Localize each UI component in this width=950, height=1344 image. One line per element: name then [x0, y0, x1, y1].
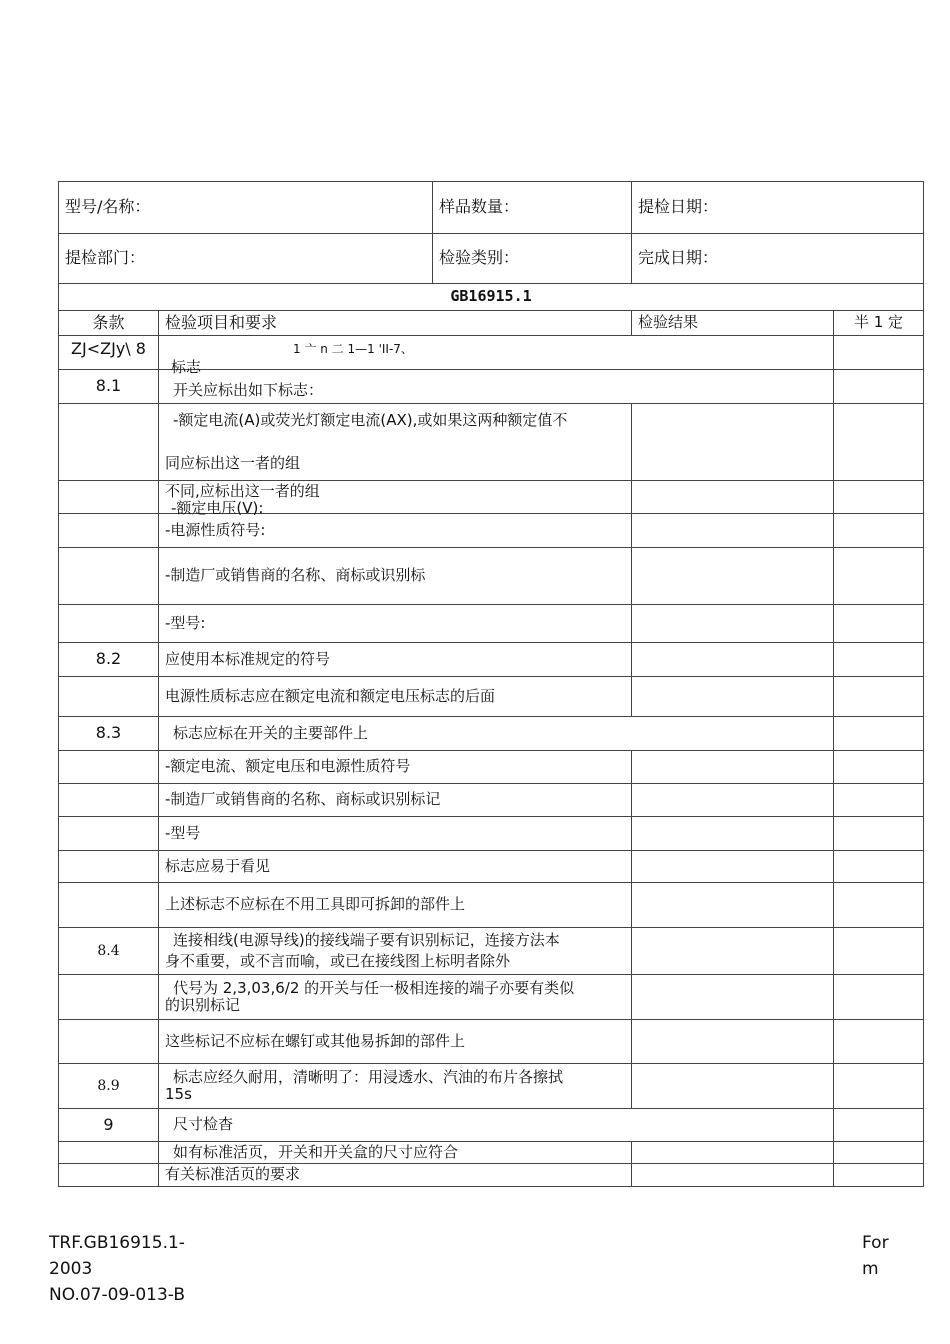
result-cell[interactable] — [632, 1164, 834, 1187]
item-cell: 电源性质标志应在额定电流和额定电压标志的后面 — [159, 677, 632, 717]
form-number — [49, 1230, 185, 1308]
result-cell[interactable] — [632, 928, 834, 975]
result-cell[interactable] — [632, 548, 834, 605]
verdict-cell[interactable] — [834, 677, 924, 717]
item-cell: 连接相线(电源导线)的接线端子要有识别标记，连接方法本 身不重要，或不言而喻，或已在接线图上标明者除外 — [159, 928, 632, 975]
result-cell[interactable] — [632, 784, 834, 817]
item-cell: 应使用本标准规定的符号 — [159, 643, 632, 677]
verdict-cell[interactable] — [834, 605, 924, 643]
result-cell[interactable] — [632, 1064, 834, 1109]
verdict-cell[interactable] — [834, 404, 924, 481]
col-header-item: 检验项目和要求 — [159, 311, 632, 336]
item-cell: 标志应经久耐用，清晰明了：用浸透水、汽油的布片各擦拭 15s — [159, 1064, 632, 1109]
clause-cell: 8.9 — [59, 1064, 159, 1109]
result-cell[interactable] — [632, 643, 834, 677]
clause-cell: ZJ<ZJy\ 8 — [59, 336, 159, 370]
submit-date-label: 提检日期： — [638, 197, 719, 217]
item-cell: 有关标准活页的要求 — [159, 1164, 632, 1187]
item-cell: 不同,应标出这一者的组 -额定电压(V): — [159, 481, 632, 514]
item-cell: 这些标记不应标在螺钉或其他易拆卸的部件上 — [159, 1020, 632, 1064]
clause-cell — [59, 481, 159, 514]
clause-cell — [59, 548, 159, 605]
sample-quantity-field[interactable] — [433, 182, 632, 234]
clause-cell — [59, 404, 159, 481]
clause-cell — [59, 784, 159, 817]
verdict-cell[interactable] — [834, 514, 924, 548]
clause-cell: 8.1 — [59, 370, 159, 404]
col-header-verdict: 半 1 定 — [834, 311, 924, 336]
verdict-cell[interactable] — [834, 336, 924, 370]
inspection-type-field[interactable] — [433, 234, 632, 284]
item-cell: -制造厂或销售商的名称、商标或识别标 — [159, 548, 632, 605]
clause-cell — [59, 851, 159, 883]
form-label — [862, 1230, 902, 1282]
result-cell[interactable] — [632, 677, 834, 717]
item-cell: 尺寸检杳 — [159, 1109, 834, 1142]
result-cell[interactable] — [632, 1020, 834, 1064]
form-label-line: m — [862, 1259, 879, 1279]
clause-cell — [59, 605, 159, 643]
result-cell[interactable] — [632, 514, 834, 548]
form-label-line: For — [862, 1233, 889, 1253]
item-cell: -额定电流(A)或荧光灯额定电流(AX),或如果这两种额定值不 同应标出这一者的组 — [159, 404, 632, 481]
item-cell: 标志应标在开关的主要部件上 — [159, 717, 834, 751]
item-cell: 1 亠 n 二 1—1 'II-7、 标志 — [159, 336, 834, 370]
clause-cell — [59, 975, 159, 1020]
result-cell[interactable] — [632, 883, 834, 928]
result-cell[interactable] — [632, 605, 834, 643]
result-cell[interactable] — [632, 751, 834, 784]
clause-cell — [59, 677, 159, 717]
submit-date-field[interactable] — [632, 182, 924, 234]
clause-cell: 8.2 — [59, 643, 159, 677]
item-cell: 如有标准活页，开关和开关盒的尺寸应符合 — [159, 1142, 632, 1164]
form-number-line: NO.07-09-013-B — [49, 1285, 185, 1305]
clause-cell: 9 — [59, 1109, 159, 1142]
clause-cell — [59, 751, 159, 784]
item-cell: -额定电流、额定电压和电源性质符号 — [159, 751, 632, 784]
inspection-type-label: 检验类别： — [439, 248, 520, 268]
clause-cell — [59, 883, 159, 928]
finish-date-field[interactable] — [632, 234, 924, 284]
model-name-field[interactable] — [59, 182, 433, 234]
clause-cell — [59, 1142, 159, 1164]
clause-cell — [59, 514, 159, 548]
verdict-cell[interactable] — [834, 717, 924, 751]
result-cell[interactable] — [632, 975, 834, 1020]
verdict-cell[interactable] — [834, 643, 924, 677]
verdict-cell[interactable] — [834, 1164, 924, 1187]
verdict-cell[interactable] — [834, 370, 924, 404]
inspection-form-table — [58, 181, 924, 1187]
item-cell: 标志应易于看见 — [159, 851, 632, 883]
result-cell[interactable] — [632, 1142, 834, 1164]
verdict-cell[interactable] — [834, 1109, 924, 1142]
sample-quantity-label: 样品数量： — [439, 197, 520, 217]
verdict-cell[interactable] — [834, 928, 924, 975]
verdict-cell[interactable] — [834, 751, 924, 784]
clause-cell: 8.3 — [59, 717, 159, 751]
verdict-cell[interactable] — [834, 883, 924, 928]
department-label: 提检部门： — [65, 248, 146, 268]
item-cell: -电源性质符号: — [159, 514, 632, 548]
form-number-line: 2003 — [49, 1259, 93, 1279]
verdict-cell[interactable] — [834, 1064, 924, 1109]
col-header-result: 检验结果 — [632, 311, 834, 336]
result-cell[interactable] — [632, 851, 834, 883]
verdict-cell[interactable] — [834, 851, 924, 883]
item-cell: 上述标志不应标在不用工具即可拆卸的部件上 — [159, 883, 632, 928]
finish-date-label: 完成日期： — [638, 248, 719, 268]
result-cell[interactable] — [632, 817, 834, 851]
verdict-cell[interactable] — [834, 481, 924, 514]
item-cell: -型号: — [159, 605, 632, 643]
clause-cell: 8.4 — [59, 928, 159, 975]
verdict-cell[interactable] — [834, 548, 924, 605]
verdict-cell[interactable] — [834, 1142, 924, 1164]
standard-title: GB16915.1 — [59, 284, 924, 311]
item-cell: 代号为 2,3,03,6/2 的开关与任一极相连接的端子亦要有类似 的识别标记 — [159, 975, 632, 1020]
item-cell: -型号 — [159, 817, 632, 851]
result-cell[interactable] — [632, 404, 834, 481]
result-cell[interactable] — [632, 481, 834, 514]
clause-cell — [59, 1164, 159, 1187]
clause-cell — [59, 817, 159, 851]
verdict-cell[interactable] — [834, 975, 924, 1020]
verdict-cell[interactable] — [834, 817, 924, 851]
department-field[interactable] — [59, 234, 433, 284]
item-cell: -制造厂或销售商的名称、商标或识别标记 — [159, 784, 632, 817]
clause-cell — [59, 1020, 159, 1064]
model-name-label: 型号/名称： — [65, 197, 151, 217]
verdict-cell[interactable] — [834, 784, 924, 817]
verdict-cell[interactable] — [834, 1020, 924, 1064]
col-header-clause: 条款 — [59, 311, 159, 336]
form-number-line: TRF.GB16915.1- — [49, 1233, 185, 1253]
item-cell: 开关应标出如下标志： — [159, 370, 834, 404]
